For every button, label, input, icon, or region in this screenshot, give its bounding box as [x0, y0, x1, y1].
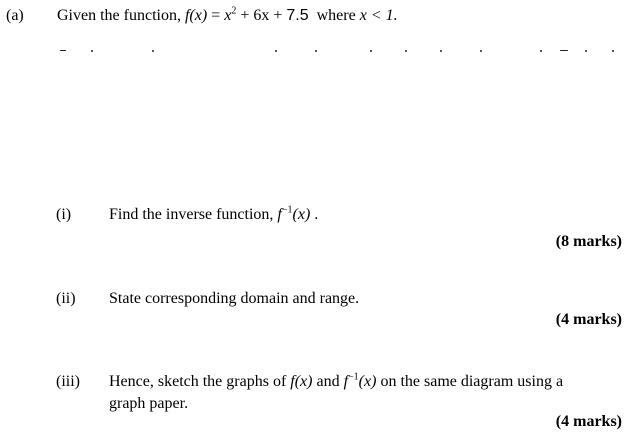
- part-a-label: (a): [6, 7, 24, 24]
- sub-ii-label: (ii): [56, 290, 76, 307]
- x-exponent: 2: [231, 5, 237, 17]
- sub-i-marks: (8 marks): [555, 233, 622, 250]
- sub-ii-text: State corresponding domain and range.: [109, 290, 360, 307]
- inverse-function-ref: f: [343, 373, 349, 390]
- domain-condition: x < 1.: [359, 7, 398, 24]
- linear-term: + 6x +: [240, 7, 283, 24]
- inverse-function-name: f: [277, 206, 282, 223]
- sub-iii-text2: on the same diagram using a: [380, 373, 564, 390]
- sub-iii-line1: [109, 373, 563, 391]
- original-function: f(x): [290, 373, 313, 390]
- sub-ii-marks: (4 marks): [555, 311, 622, 328]
- sub-iii-label: (iii): [56, 373, 80, 390]
- part-a-intro: Given the function,: [57, 7, 181, 24]
- sub-iii-line2: graph paper.: [109, 395, 189, 412]
- function-name: f(x): [184, 7, 208, 24]
- part-a-statement: [57, 7, 398, 25]
- inverse-ref-exponent: −1: [348, 371, 359, 383]
- sub-iii-marks: (4 marks): [555, 413, 622, 430]
- sub-i-statement: [109, 206, 318, 224]
- inverse-exponent: −1: [281, 204, 293, 216]
- sub-i-text: Find the inverse function,: [109, 206, 274, 223]
- inverse-ref-argument: (x): [358, 373, 377, 390]
- sub-iii-text1: Hence, sketch the graphs of: [109, 373, 287, 390]
- dotted-artifact-line: [60, 50, 620, 53]
- sub-i-label: (i): [56, 206, 72, 223]
- and-word: and: [316, 373, 340, 390]
- equals-sign: =: [211, 7, 221, 24]
- where-word: where: [316, 7, 356, 24]
- x-variable: x: [224, 7, 232, 24]
- constant-term: 7.5: [286, 7, 309, 24]
- sub-i-period: .: [314, 206, 319, 223]
- inverse-argument: (x): [292, 206, 311, 223]
